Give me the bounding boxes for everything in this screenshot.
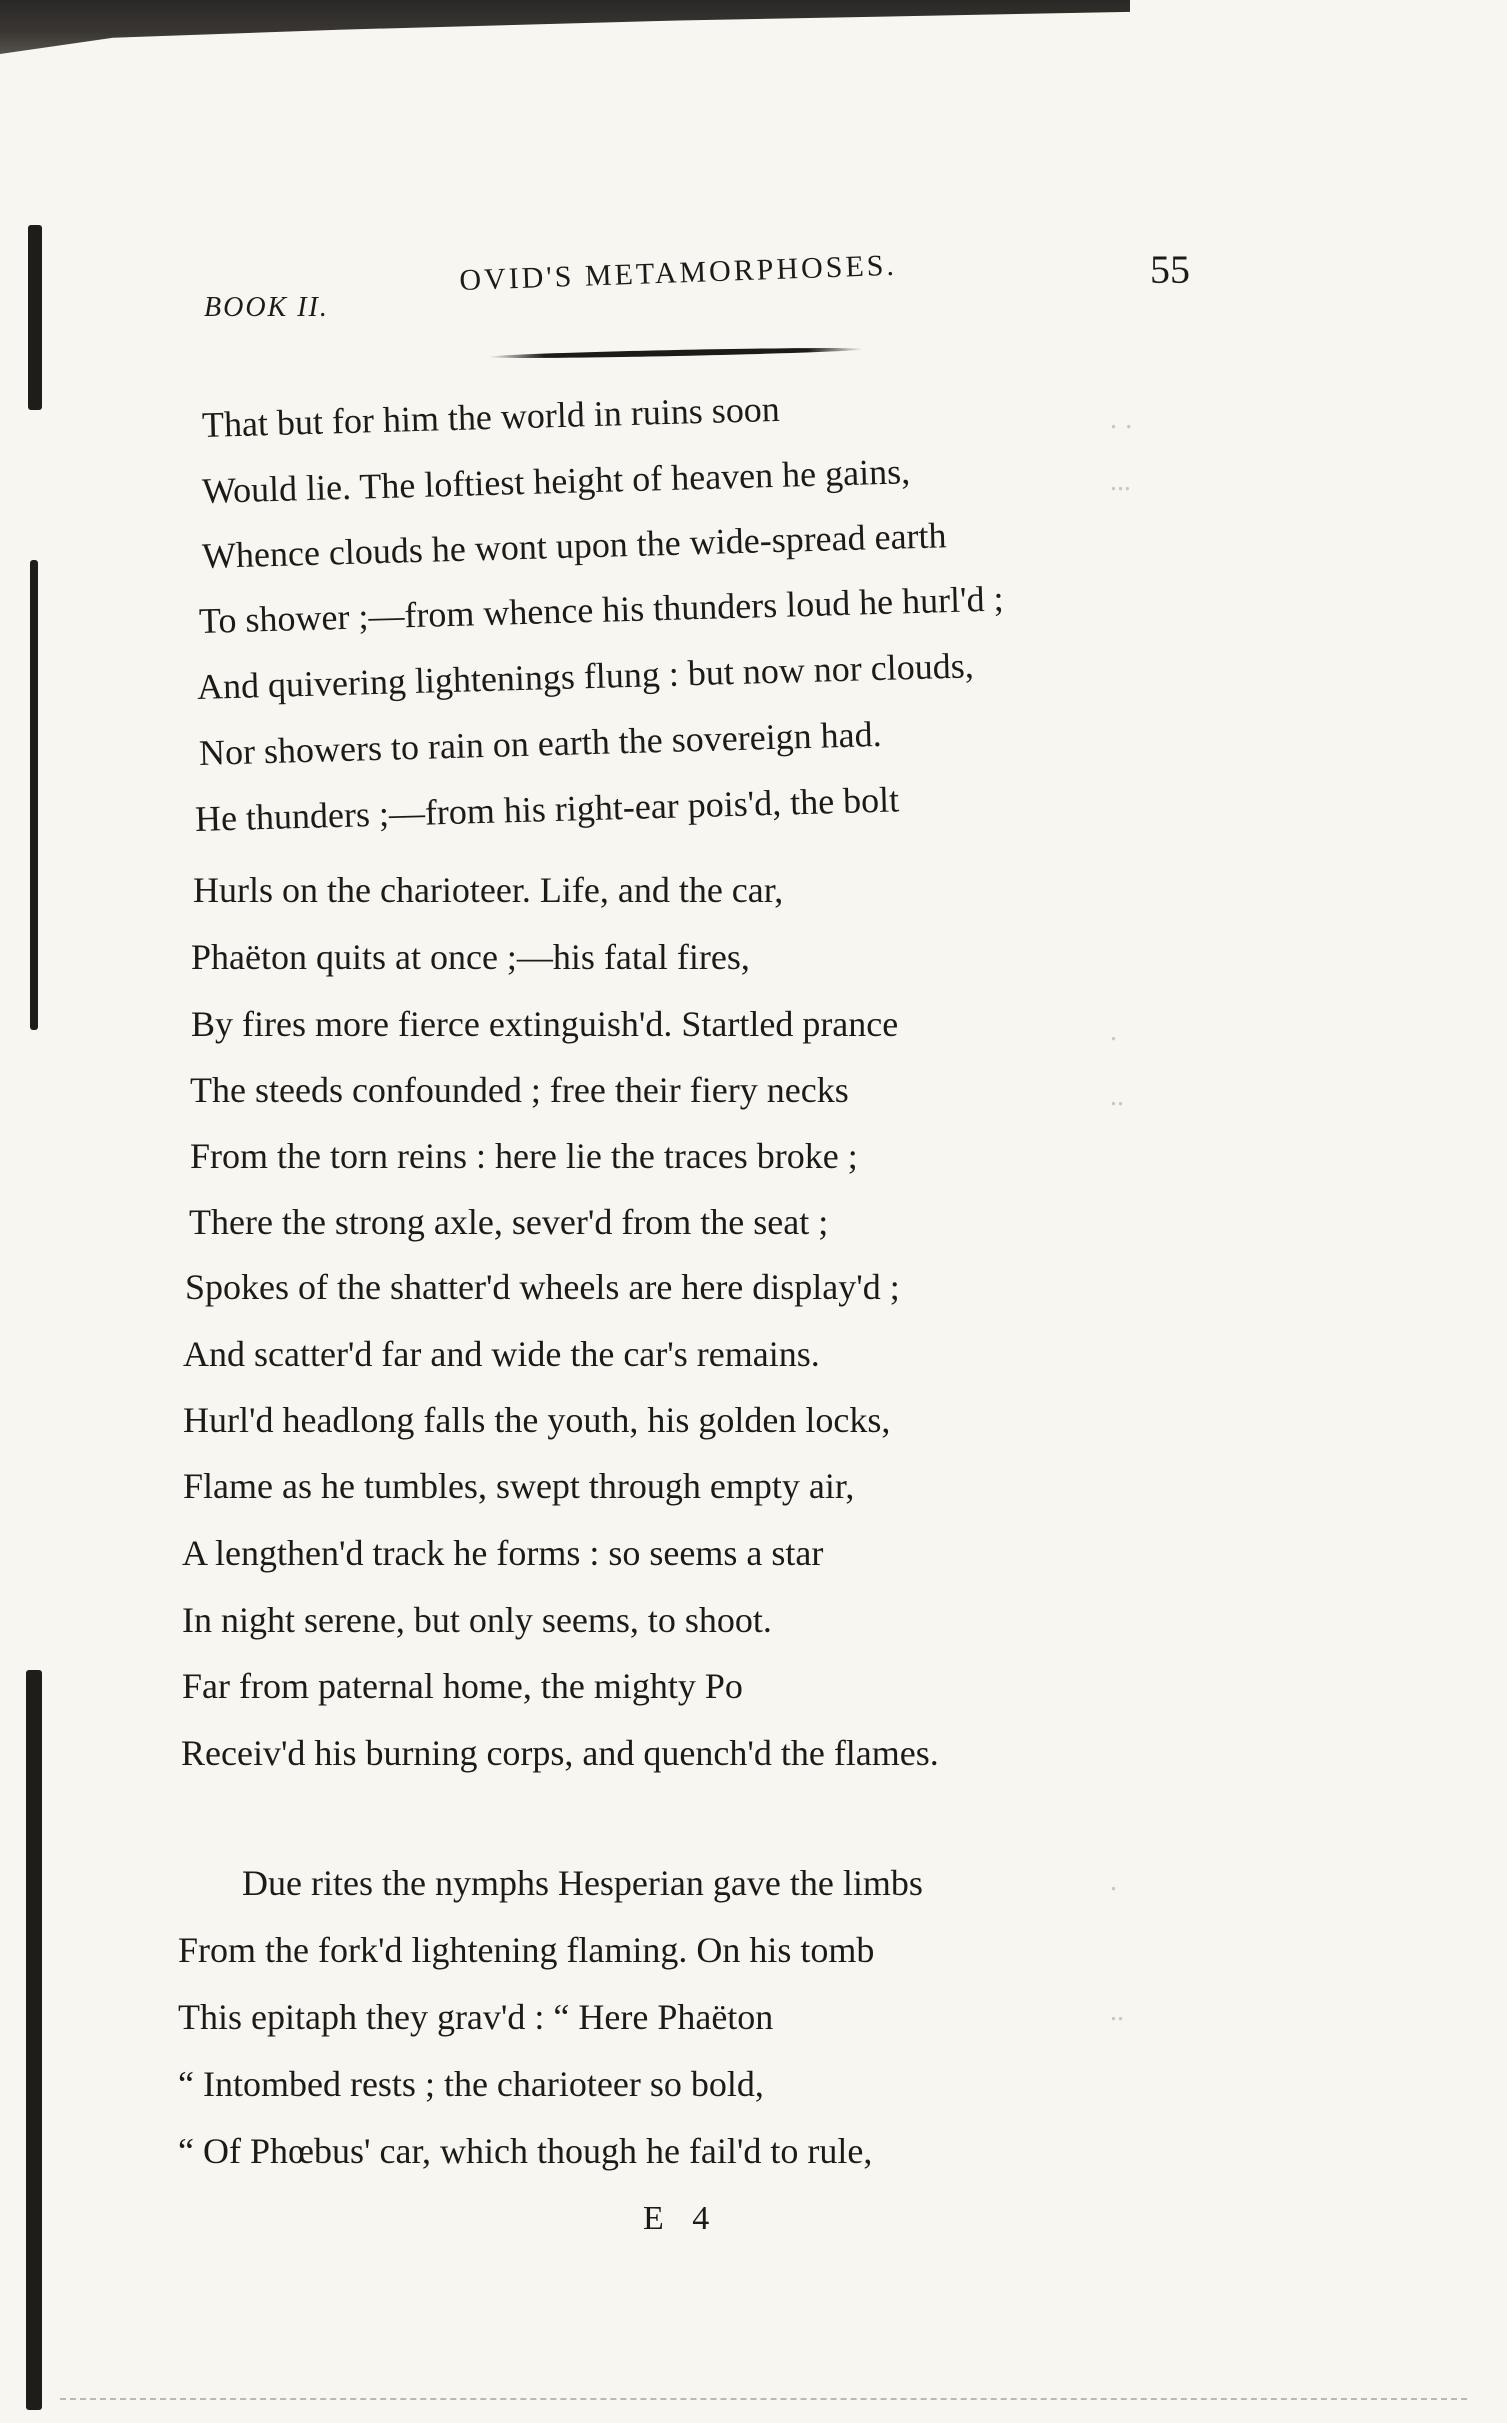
binding-mark — [26, 1670, 42, 2410]
scan-top-edge — [0, 0, 1130, 54]
verse-line: Hurls on the charioteer. Life, and the car, — [193, 870, 784, 910]
verse-line: He thunders ;—from his right-ear pois'd, the bolt — [194, 779, 900, 839]
verse-line: Far from paternal home, the mighty Po — [182, 1666, 743, 1706]
verse-line: That but for him the world in ruins soon — [201, 388, 781, 445]
ornamental-rule — [488, 346, 864, 360]
scan-bottom-edge — [60, 2398, 1467, 2403]
verse-line: And quivering lightenings flung : but now nor clouds, — [196, 645, 975, 707]
verse-line: Hurl'd headlong falls the youth, his golden locks, — [183, 1400, 891, 1440]
book-label: BOOK II. — [204, 292, 329, 323]
verse-line: There the strong axle, sever'd from the seat ; — [189, 1202, 829, 1242]
verse-line: “ Of Phœbus' car, which though he fail'd to rule, — [178, 2131, 873, 2171]
verse-line: In night serene, but only seems, to shoot. — [182, 1600, 772, 1640]
bleed-through-mark: ⸱ — [1110, 1025, 1117, 1055]
verse-line: Flame as he tumbles, swept through empty air, — [183, 1466, 855, 1506]
verse-line: Spokes of the shatter'd wheels are here display'd ; — [185, 1267, 900, 1307]
verse-line: Receiv'd his burning corps, and quench'd the flames. — [181, 1733, 939, 1773]
work-title: OVID'S METAMORPHOSES. — [458, 248, 898, 298]
verse-line: The steeds confounded ; free their fiery necks — [190, 1070, 849, 1110]
verse-line: From the torn reins : here lie the traces broke ; — [190, 1136, 858, 1176]
verse-line: “ Intombed rests ; the charioteer so bold, — [178, 2064, 764, 2104]
verse-line: By fires more fierce extinguish'd. Startled prance — [191, 1004, 899, 1044]
verse-line: Phaëton quits at once ;—his fatal fires, — [191, 937, 750, 977]
verse-line: Nor showers to rain on earth the sovereign had. — [198, 713, 883, 773]
bleed-through-mark: ⸱⸱⸱ — [1110, 475, 1131, 505]
verse-line: To shower ;—from whence his thunders loud he hurl'd ; — [198, 578, 1005, 641]
binding-mark — [28, 225, 42, 410]
bleed-through-mark: ⸱⸱ — [1110, 1090, 1124, 1120]
bleed-through-mark: ⸱⸱ — [1110, 2005, 1124, 2035]
bleed-through-mark: ⸱ ⸱ — [1110, 413, 1133, 443]
verse-line: And scatter'd far and wide the car's remains. — [183, 1334, 820, 1374]
verse-line: A lengthen'd track he forms : so seems a star — [182, 1533, 824, 1573]
binding-mark — [30, 560, 38, 1030]
verse-line: Due rites the nymphs Hesperian gave the limbs — [242, 1863, 923, 1903]
page-number: 55 — [1150, 247, 1190, 292]
verse-line: From the fork'd lightening flaming. On his tomb — [178, 1930, 875, 1970]
verse-line: Would lie. The loftiest height of heaven he gains, — [201, 451, 911, 511]
bleed-through-mark: ⸱ — [1110, 1875, 1117, 1905]
signature-mark: E 4 — [643, 2200, 720, 2237]
verse-line: This epitaph they grav'd : “ Here Phaëton — [178, 1997, 774, 2037]
running-head — [204, 247, 1204, 342]
verse-line: Whence clouds he wont upon the wide-spread earth — [201, 515, 948, 576]
